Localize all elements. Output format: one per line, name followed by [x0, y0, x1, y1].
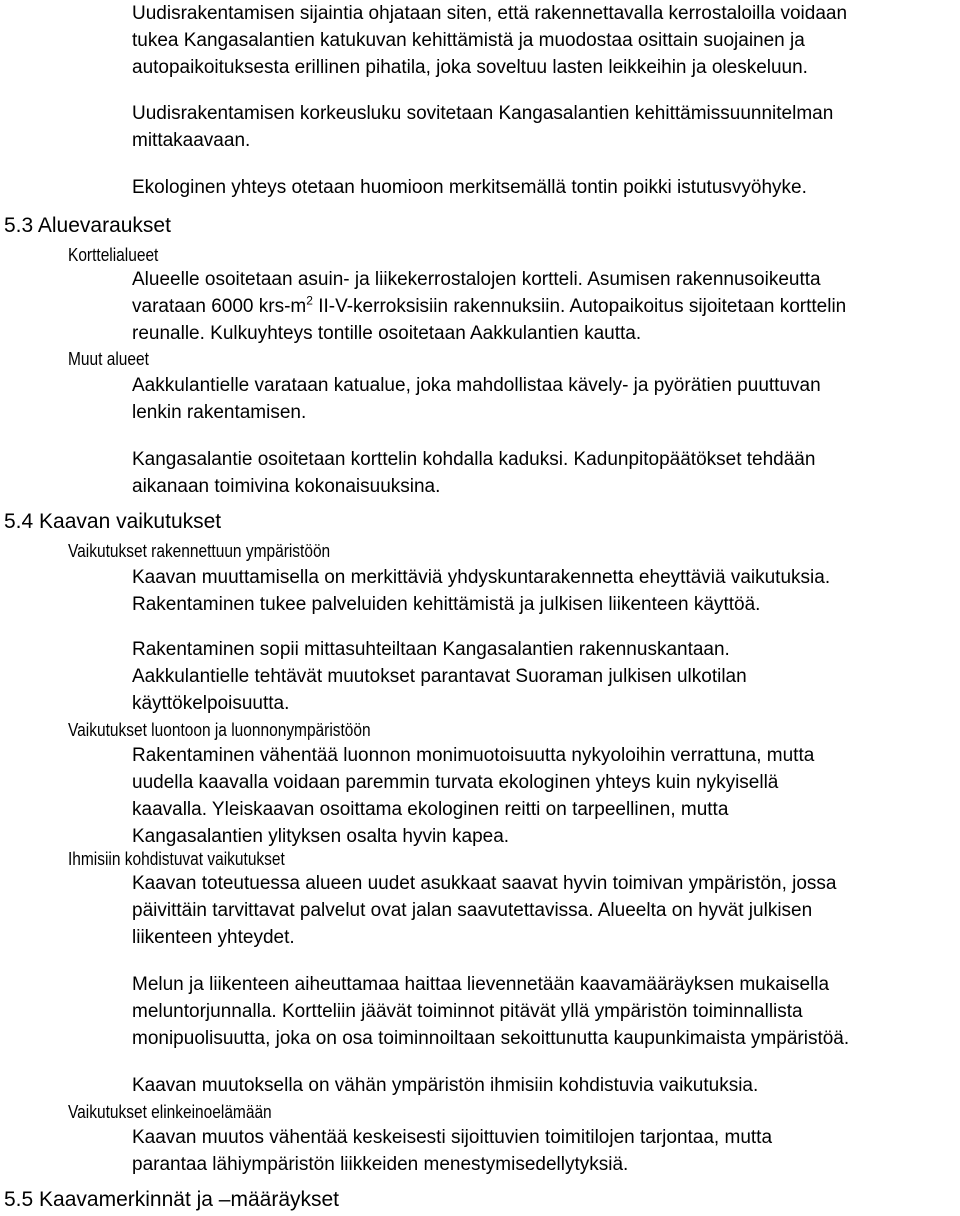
text-line: Rakentaminen tukee palveluiden kehittämistä ja julkisen liikenteen käyttöä.	[132, 594, 761, 615]
subheading-muut-alueet: Muut alueet	[68, 349, 149, 369]
text-line: liikenteen yhteydet.	[132, 927, 295, 948]
subheading-ihmisiin-kohdistuvat: Ihmisiin kohdistuvat vaikutukset	[68, 849, 285, 869]
text-line: Kangasalantie osoitetaan korttelin kohdalla kaduksi. Kadunpitopäätökset tehdään	[132, 449, 816, 470]
subheading-elinkeinoelama: Vaikutukset elinkeinoelämään	[68, 1102, 272, 1122]
text-line: tukea Kangasalantien katukuvan kehittämistä ja muodostaa osittain suojainen ja	[132, 30, 805, 51]
paragraph-aakkulantie-katualue	[132, 372, 958, 426]
paragraph-ihmiset-2	[132, 971, 958, 1052]
subheading-korttelialueet: Korttelialueet	[68, 245, 159, 265]
text-line: Uudisrakentamisen sijaintia ohjataan siten, että rakennettavalla kerrostaloilla voidaan	[132, 3, 848, 24]
text-line: Kaavan toteutuessa alueen uudet asukkaat saavat hyvin toimivan ympäristön, jossa	[132, 873, 837, 894]
paragraph-elinkeinoelama	[132, 1124, 958, 1178]
text-line: Melun ja liikenteen aiheuttamaa haittaa lievennetään kaavamääräyksen mukaisella	[132, 974, 830, 995]
text-line: autopaikoituksesta erillinen pihatila, joka soveltuu lasten leikkeihin ja oleskeluun.	[132, 57, 808, 78]
text-line: mittakaavaan.	[132, 130, 251, 151]
paragraph-ihmiset-1	[132, 870, 958, 951]
text-line: päivittäin tarvittavat palvelut ovat jalan saavutettavissa. Alueelta on hyvät julkisen	[132, 900, 813, 921]
text-line: käyttökelpoisuutta.	[132, 693, 290, 714]
subheading-luonto: Vaikutukset luontoon ja luonnonympäristöön	[68, 720, 371, 740]
text-line: Rakentaminen sopii mittasuhteiltaan Kangasalantien rakennuskantaan.	[132, 639, 730, 660]
text-line: Kaavan muuttamisella on merkittäviä yhdyskuntarakennetta eheyttäviä vaikutuksia.	[132, 567, 831, 588]
paragraph-ekologinen-yhteys	[132, 174, 958, 201]
text-line: Kangasalantien ylityksen osalta hyvin kapea.	[132, 826, 510, 847]
section-heading-5-4: 5.4 Kaavan vaikutukset	[4, 510, 222, 533]
paragraph-luonto	[132, 742, 958, 850]
paragraph-rakennettu-1	[132, 564, 958, 618]
section-heading-5-5: 5.5 Kaavamerkinnät ja –määräykset	[4, 1188, 340, 1211]
text-line: monipuolisuutta, joka on osa toiminnoiltaan sekoittunutta kaupunkimaista ympäristöä.	[132, 1028, 850, 1049]
text-line: reunalle. Kulkuyhteys tontille osoitetaan Aakkulantien kautta.	[132, 323, 642, 344]
text-fragment: II-V-kerroksisiin rakennuksiin. Autopaikoitus sijoitetaan korttelin	[312, 296, 847, 317]
paragraph-ihmiset-3	[132, 1072, 958, 1099]
text-line: Uudisrakentamisen korkeusluku sovitetaan Kangasalantien kehittämissuunnitelman	[132, 103, 834, 124]
text-line: uudella kaavalla voidaan paremmin turvata ekologinen yhteys kuin nykyisellä	[132, 772, 779, 793]
text-line: Aakkulantielle varataan katualue, joka mahdollistaa kävely- ja pyörätien puuttuvan	[132, 375, 821, 396]
text-line: aikanaan toimivina kokonaisuuksina.	[132, 476, 441, 497]
paragraph-korkeusluku	[132, 100, 958, 154]
text-line: Ekologinen yhteys otetaan huomioon merkitsemällä tontin poikki istutusvyöhyke.	[132, 177, 807, 198]
text-line: parantaa lähiympäristön liikkeiden menestymisedellytyksiä.	[132, 1154, 629, 1175]
text-line: Rakentaminen vähentää luonnon monimuotoisuutta nykyoloihin verrattuna, mutta	[132, 745, 815, 766]
text-line: Alueelle osoitetaan asuin- ja liikekerrostalojen kortteli. Asumisen rakennusoikeutta	[132, 269, 821, 290]
text-line: meluntorjunnalla. Kortteliin jäävät toiminnot pitävät yllä ympäristön toiminnallista	[132, 1001, 803, 1022]
text-line: Kaavan muutoksella on vähän ympäristön ihmisiin kohdistuvia vaikutuksia.	[132, 1075, 759, 1096]
text-fragment: varataan 6000 krs-m	[132, 296, 307, 317]
paragraph-uudisrakentamisen-sijainti	[132, 0, 958, 81]
text-line: Aakkulantielle tehtävät muutokset parantavat Suoraman julkisen ulkotilan	[132, 666, 747, 687]
superscript: 2	[306, 293, 313, 308]
text-line: Kaavan muutos vähentää keskeisesti sijoittuvien toimitilojen tarjontaa, mutta	[132, 1127, 773, 1148]
text-line: lenkin rakentamisen.	[132, 402, 307, 423]
text-line: kaavalla. Yleiskaavan osoittama ekologinen reitti on tarpeellinen, mutta	[132, 799, 729, 820]
text-line	[132, 293, 958, 320]
paragraph-kortteli	[132, 266, 958, 347]
paragraph-kangasalantie-katu	[132, 446, 958, 500]
paragraph-rakennettu-2	[132, 636, 958, 717]
section-heading-5-3: 5.3 Aluevaraukset	[4, 214, 171, 237]
subheading-rakennettu-ymparisto: Vaikutukset rakennettuun ympäristöön	[68, 541, 331, 561]
